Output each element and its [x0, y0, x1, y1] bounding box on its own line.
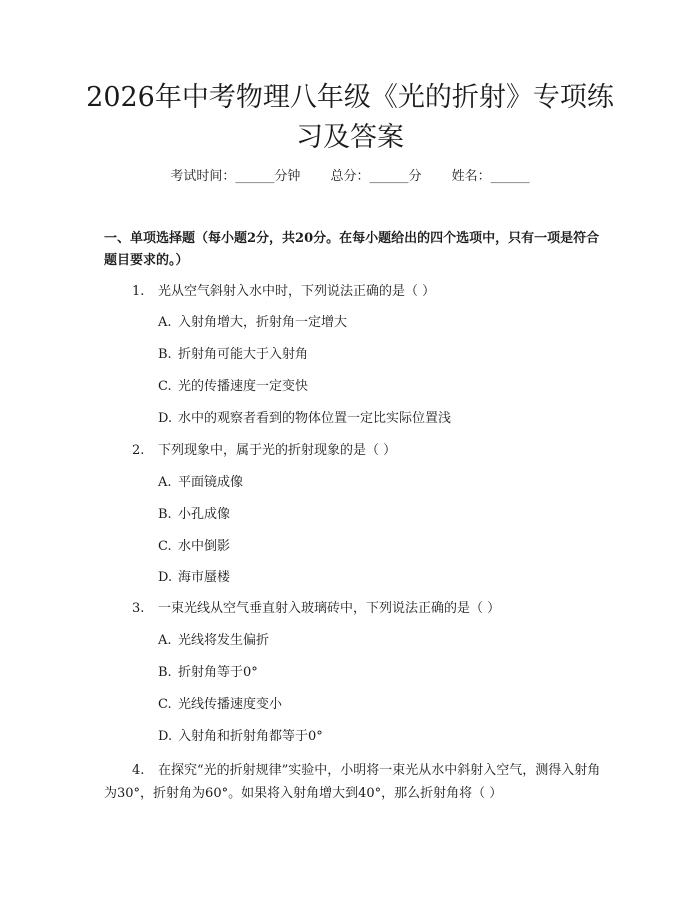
option-text: 光线将发生偏折: [178, 633, 270, 648]
option-letter: A.: [158, 633, 172, 648]
q3-option-a: [158, 631, 269, 651]
question-text: 光从空气斜射入水中时，下列说法正确的是（ ）: [158, 284, 436, 299]
section-heading: 一、单项选择题（每小题2分，共20分。在每小题给出的四个选项中，只有一项是符合题目要求的。）: [104, 231, 600, 268]
option-text: 光的传播速度一定变快: [178, 379, 309, 394]
option-text: 入射角增大，折射角一定增大: [178, 315, 348, 330]
option-text: 平面镜成像: [178, 475, 244, 490]
option-text: 小孔成像: [178, 507, 231, 522]
option-letter: D.: [158, 411, 173, 426]
q1-option-c: [158, 377, 308, 397]
option-text: 水中倒影: [178, 539, 231, 554]
question-text: 一束光线从空气垂直射入玻璃砖中，下列说法正确的是（ ）: [158, 601, 501, 616]
question-text: 在探究“光的折射规律”实验中，小明将一束光从水中斜射入空气，测得入射角为30°，折射角为60°。如果将入射角增大到40°，那么折射角将（ ）: [104, 763, 601, 801]
option-text: 水中的观察者看到的物体位置一定比实际位置浅: [178, 411, 452, 426]
question-text: 下列现象中，属于光的折射现象的是（ ）: [158, 443, 397, 458]
q2-option-d: [158, 568, 230, 588]
q3-option-d: [158, 727, 323, 747]
question-2: [132, 441, 396, 461]
title-line-1: 2026年中考物理八年级《光的折射》专项练: [86, 82, 614, 113]
question-number: 1.: [132, 284, 145, 299]
option-letter: B.: [158, 507, 172, 522]
document-title: [80, 78, 620, 158]
option-text: 光线传播速度变小: [178, 697, 283, 712]
question-number: 2.: [132, 443, 145, 458]
option-text: 入射角和折射角都等于0°: [178, 729, 323, 744]
question-number: 3.: [132, 601, 145, 616]
question-1: [132, 282, 435, 302]
q3-option-c: [158, 695, 282, 715]
question-number: 4.: [132, 763, 145, 778]
q1-option-b: [158, 345, 308, 365]
option-letter: D.: [158, 570, 173, 585]
q2-option-a: [158, 473, 243, 493]
option-letter: B.: [158, 347, 172, 362]
question-4: [104, 759, 604, 805]
q2-option-b: [158, 505, 230, 525]
option-text: 折射角等于0°: [178, 665, 258, 680]
q3-option-b: [158, 663, 258, 683]
option-text: 折射角可能大于入射角: [178, 347, 309, 362]
option-letter: A.: [158, 315, 172, 330]
option-text: 海市蜃楼: [178, 570, 231, 585]
total-score: 总分：______分: [330, 169, 422, 184]
option-letter: A.: [158, 475, 172, 490]
option-letter: C.: [158, 379, 172, 394]
option-letter: C.: [158, 539, 172, 554]
title-line-2: 习及答案: [296, 122, 404, 153]
exam-meta: [0, 167, 700, 187]
option-letter: D.: [158, 729, 173, 744]
q2-option-c: [158, 537, 230, 557]
option-letter: B.: [158, 665, 172, 680]
student-name: 姓名：______: [451, 169, 530, 184]
q1-option-d: [158, 409, 451, 429]
question-3: [132, 599, 500, 619]
q1-option-a: [158, 313, 347, 333]
option-letter: C.: [158, 697, 172, 712]
exam-time: 考试时间：______分钟: [170, 169, 301, 184]
